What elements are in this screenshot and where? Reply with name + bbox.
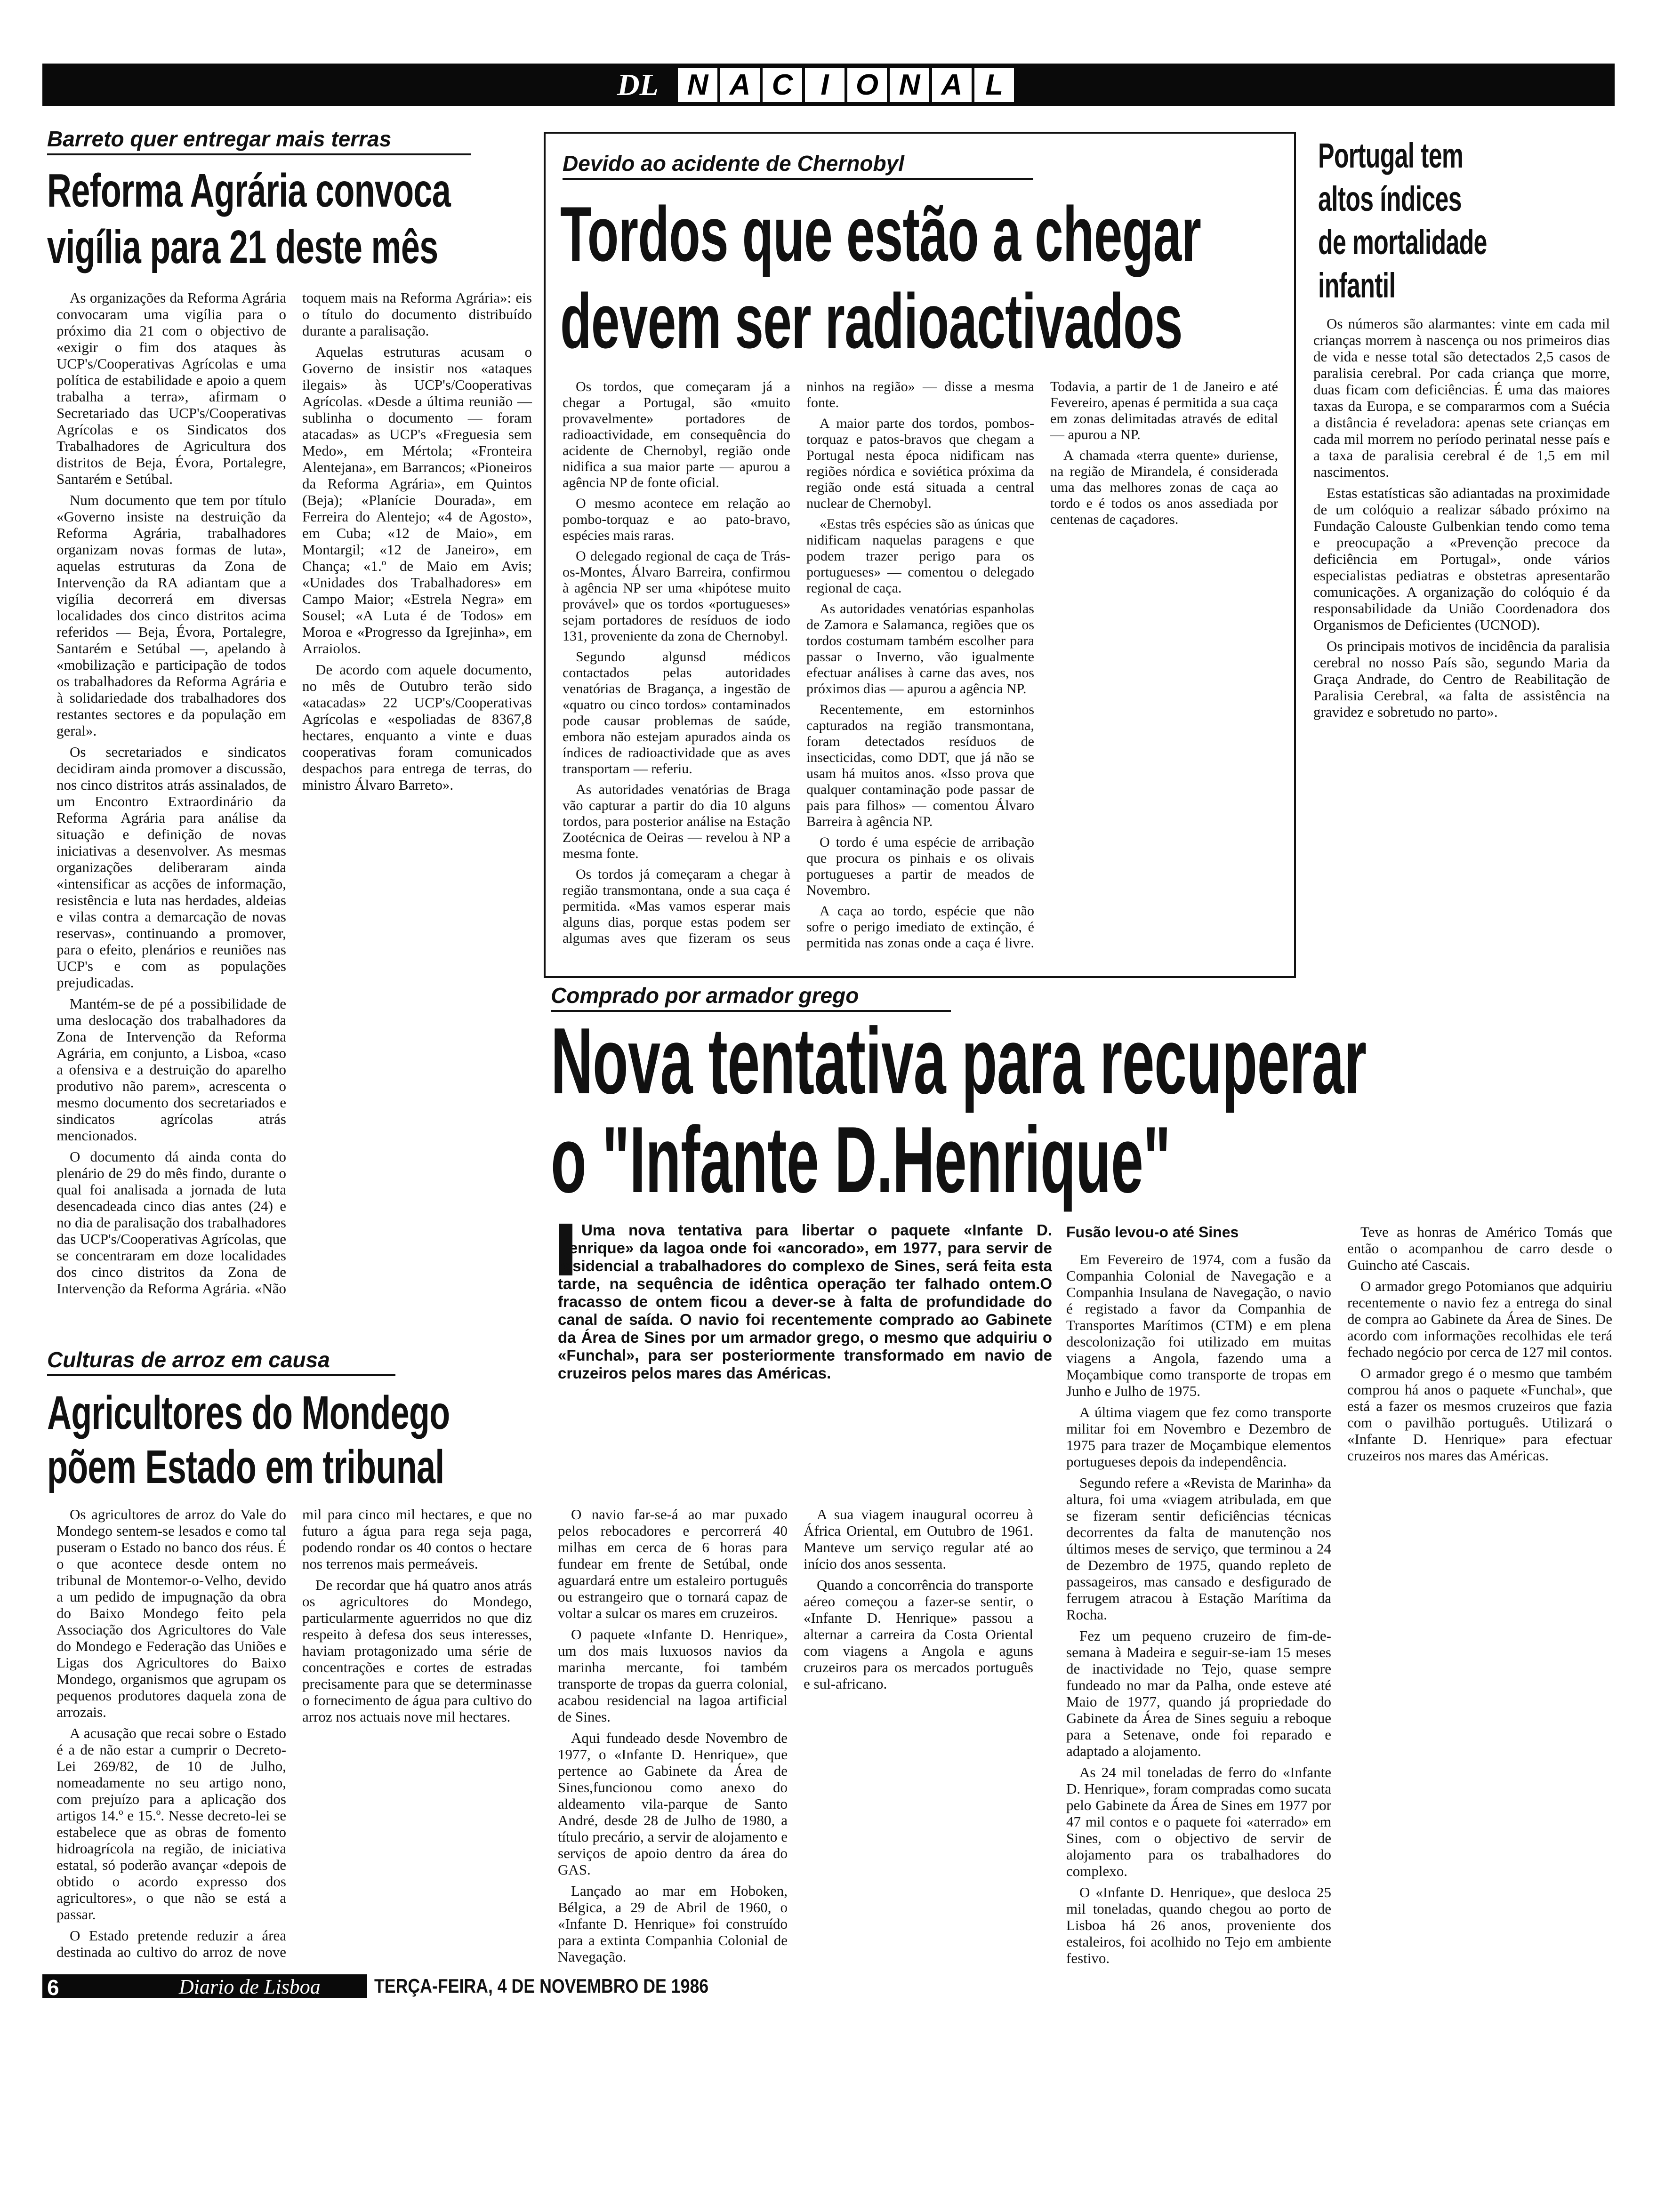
article-paragraphs [1066, 1224, 1612, 1972]
paragraph: O Estado pretende reduzir a área destinada ao cultivo do arroz de nove mil para cinco mil hectares, e que no futuro a água para rega seja paga, podendo rondar os 40 contos o hectare nos terrenos mais permeáveis. [56, 1506, 532, 1960]
article-lead: Uma nova tentativa para libertar o paquete «Infante D. Henrique» da lagoa onde foi «ancorado», em 1977, para servir de residencial a trabalhadores do complexo de Sines, será feita esta tarde, na sequência de idêntica operação ter falhado ontem.O fracasso de ontem ficou a dever-se à falta de profundidade do canal de saída. O navio foi recentemente comprado ao Gabinete da Área de Sines por um armador grego, o mesmo que adquiriu o «Funchal», para ser posteriormente transformado em navio de cruzeiros pelos mares das Américas. [558, 1221, 1052, 1382]
headline-line: Tordos que estão a chegar [560, 191, 1201, 277]
article-body [56, 289, 532, 1306]
section-letter: N [890, 68, 929, 102]
paragraph: O armador grego é o mesmo que também comprou há anos o paquete «Funchal», que está a fazer os mesmos cruzeiros que fazia com o pavilhão português. Utilizará o «Infante D. Henrique» para efectuar cruzeiros nos mares das Américas. [1347, 1365, 1612, 1464]
headline-line: infantil [1318, 266, 1396, 305]
article-body [56, 1506, 532, 1972]
paragraph: Os secretariados e sindicatos decidiram ainda promover a discussão, nos cinco distritos atrás assinalados, de um Encontro Extraordinário da Reforma Agrária para análise da situação e definição de novas iniciativas a desenvolver. As mesmas organizações deliberaram ainda «intensificar as acções de informação, resistência e luta nas herdades, aldeias e vilas contra a demarcação de novas reservas», continuando a promover, para o efeito, plenários e reuniões nas UCP's e com as populações prejudicadas. [56, 744, 286, 991]
article-kicker: Barreto quer entregar mais terras [47, 126, 471, 155]
paragraph: O documento dá ainda conta do plenário de 29 do mês findo, durante o qual foi analisada a jornada de luta desencadeada cinco dias antes (24) e no dia de paralisação dos trabalhadores das UCP's/Cooperativas Agrícolas, que se concentraram em doze localidades dos cinco distritos da Zona de Intervenção da Reforma Agrária. «Não toquem mais na Reforma Agrária»: eis o título do documento distribuído durante a paralisação. [56, 289, 532, 1297]
paragraph: As autoridades venatórias espanholas de Zamora e Salamanca, regiões que os tordos costumam também escolher para passar o Inverno, vão igualmente efectuar análises à carne das aves, nos próximos dias — apurou a agência NP. [806, 601, 1034, 697]
headline-line: Agricultores do Mondego [47, 1387, 450, 1439]
article-body [563, 379, 1278, 965]
paragraph: O mesmo acontece em relação ao pombo-torquaz e ao pato-bravo, espécies mais raras. [563, 496, 790, 543]
article-kicker: Comprado por armador grego [551, 983, 951, 1012]
paragraph: As 24 mil toneladas de ferro do «Infante D. Henrique», foram compradas como sucata pelo Gabinete da Área de Sines em 1977 por 47 mil contos e o paquete foi «aterrado» em Sines, com o objectivo de servir de alojamento para os trabalhadores do complexo. [1066, 1764, 1331, 1879]
article-body [1313, 315, 1610, 974]
paragraph: Teve as honras de Américo Tomás que então o acompanhou de carro desde o Guincho até Cascais. [1347, 1224, 1612, 1273]
paragraph: O armador grego Potomianos que adquiriu recentemente o navio fez a entrega do sinal de compra ao Gabinete da Área de Sines. De acordo com informações recolhidas ele terá fechado negócio por cerca de 127 mil contos. [1347, 1278, 1612, 1360]
paragraph: O «Infante D. Henrique», que desloca 25 mil toneladas, quando chegou ao porto de Lisboa há 26 anos, proveniente dos estaleiros, foi acolhido no Tejo em ambiente festivo. [1066, 1884, 1331, 1966]
paragraph: Segundo refere a «Revista de Marinha» da altura, foi uma «viagem atribulada, em que se fizeram sentir deficiências técnicas decorrentes da falta de manutenção nos últimos meses de serviço, que terminou a 24 de Dezembro de 1975, quando repleto de passageiros, mas cansado e desfigurado de ferrugem atracou à Estação Marítima da Rocha. [1066, 1475, 1331, 1623]
paragraph: A chamada «terra quente» duriense, na região de Mirandela, é considerada uma das melhores zonas de caça ao tordo e é todos os anos assediada por centenas de caçadores. [1050, 448, 1278, 527]
article-subhead: Fusão levou-o até Sines [1066, 1224, 1239, 1241]
section-letter: A [720, 68, 760, 102]
section-letter: N [678, 68, 717, 102]
article-headline [551, 1009, 1367, 1212]
headline-line: devem ser radioactivados [560, 278, 1182, 364]
paragraph: De acordo com aquele documento, no mês de Outubro terão sido «atacadas» 22 UCP's/Cooperativas Agrícolas e «espoliadas de 8367,8 hectares, enquanto a vinte e duas cooperativas foram comunicados despachos para entrega de terras, do ministro Álvaro Barreto». [302, 661, 532, 793]
paragraph: Os números são alarmantes: vinte em cada mil crianças morrem à nascença ou nos primeiros dias de vida e nesse total são detectados 2,5 casos de paralisia cerebral. Por cada criança que morre, duas ficam com deficiências. É uma das maiores taxas da Europa, e se compararmos com a Suécia a distância é reveladora: apenas sete crianças em cada mil morrem no período perinatal nesse país e a taxa de paralisia cerebral é de 1,5 em mil nascimentos. [1313, 315, 1610, 480]
headline-line: altos índices [1318, 179, 1462, 218]
paragraph: Os tordos já começaram a chegar à região transmontana, onde a sua caça é permitida. «Mas vamos esperar mais alguns dias, porque estas podem ser algumas aves que fizeram os seus ninhos na região» — disse a mesma fonte. [563, 379, 1034, 946]
paragraph: Quando a concorrência do transporte aéreo começou a fazer-se sentir, o «Infante D. Henrique» passou a alternar a carreira da Costa Oriental com viagens a Angola e aguns cruzeiros para os mercados português e sul-africano. [804, 1577, 1033, 1692]
paragraph: Estas estatísticas são adiantadas na proximidade de um colóquio a realizar sábado próximo na Fundação Calouste Gulbenkian tendo como tema e preocupação a «Prevenção precoce da deficiência em Portugal», onde vários especialistas pediatras e obstetras apresentarão comunicações. A organização do colóquio é da responsabilidade da União Coordenadora dos Organismos de Deficientes (UCNOD). [1313, 485, 1610, 633]
paragraph: De recordar que há quatro anos atrás os agricultores do Mondego, particularmente aguerridos no que diz respeito à defesa dos seus interesses, haviam protagonizado uma série de concentrações e cortes de estradas precisamente para que se determinasse o fornecimento de água para cultivo do arroz nos actuais nove mil hectares. [302, 1577, 532, 1725]
paragraph: O paquete «Infante D. Henrique», um dos mais luxuosos navios da marinha mercante, foi também transporte de tropas da guerra colonial, acabou residencial na lagoa artificial de Sines. [558, 1626, 788, 1725]
paragraph: Fez um pequeno cruzeiro de fim-de-semana à Madeira e seguir-se-iam 15 meses de inactividade no Tejo, quase sempre fundeado no mar da Palha, onde esteve até Maio de 1977, quando já propriedade do Gabinete da Área de Sines seguiu a reboque para a Setenave, onde foi reparado e adaptado a alojamento. [1066, 1627, 1331, 1759]
section-title [678, 68, 1014, 102]
headline-line: de mortalidade [1318, 223, 1487, 262]
headline-line: vigília para 21 deste mês [47, 221, 438, 273]
section-letter: L [974, 68, 1014, 102]
newspaper-logo: DL [617, 68, 659, 102]
paragraph: A acusação que recai sobre o Estado é a de não estar a cumprir o Decreto-Lei 269/82, de 10 de Julho, nomeadamente no seu artigo nono, com prejuízo para a aplicação dos artigos 14.º e 15.º. Nesse decreto-lei se estabelece que as obras de fomento hidroagrícola na região, de iniciativa estatal, só poderão avançar «depois de obtido o acordo expresso dos agricultores», o que não se está a passar. [56, 1725, 286, 1923]
article-headline [560, 191, 1201, 365]
paragraph: O tordo é uma espécie de arribação que procura os pinhais e os olivais portugueses a partir de meados de Novembro. [806, 834, 1034, 898]
paragraph: Os tordos, que começaram já a chegar a Portugal, são «muito provavelmente» portadores de radioactividade, em consequência do acidente de Chernobyl, região onde nidifica a sua maior parte — apurou a agência NP de fonte oficial. [563, 379, 790, 490]
headline-line: Reforma Agrária convoca [47, 164, 451, 217]
section-letter: O [847, 68, 887, 102]
page-number: 6 [47, 1975, 59, 2000]
paragraph: Segundo algunsd médicos contactados pelas autoridades venatórias de Bragança, a ingestão de «quatro ou cinco tordos» contaminados pode causar problemas de saúde, embora não estejam apurados ainda os índices de radioactividade que as aves transportam — referiu. [563, 649, 790, 777]
article-headline [1318, 134, 1487, 307]
paragraph: As organizações da Reforma Agrária convocaram uma vigília para o próximo dia 21 com o objectivo de «exigir o fim dos ataques às UCP's/Cooperativas Agrícolas e uma política de estabilidade e apoio a quem trabalha a terra», afirmam o Secretariado das UCP's/Cooperativas Agrícolas e os Sindicatos dos Trabalhadores de Agricultura dos distritos de Beja, Évora, Portalegre, Santarém e Setúbal. [56, 289, 286, 487]
paragraph: Aqui fundeado desde Novembro de 1977, o «Infante D. Henrique», que pertence ao Gabinete da Área de Sines,funcionou como anexo do aldeamento vila-parque de Santo André, desde 28 de Julho de 1980, a título precário, a servir de alojamento e serviços de apoio dentro da área do GAS. [558, 1730, 788, 1878]
paragraph: Num documento que tem por título «Governo insiste na destruição da Reforma Agrária, trabalhadores organizam novas formas de luta», aquelas estruturas da Zona de Intervenção da RA adiantam que a vigília decorrerá em diversas localidades dos cinco distritos acima referidos — Beja, Évora, Portalegre, Santarém e Setúbal —, apelando à «mobilização e participação de todos os trabalhadores da Reforma Agrária e à solidariedade dos trabalhadores dos restantes sectores e da população em geral». [56, 492, 286, 739]
article-body-continued [1066, 1224, 1612, 1972]
paragraph: A sua viagem inaugural ocorreu à África Oriental, em Outubro de 1961. Manteve um serviço regular até ao início dos anos sessenta. [804, 1506, 1033, 1572]
paragraph: O navio far-se-á ao mar puxado pelos rebocadores e percorrerá 40 milhas em cerca de 6 horas para fundear em frente de Setúbal, onde aguardará entre um estaleiro português ou estrangeiro que o tornará capaz de voltar a sulcar os mares em cruzeiros. [558, 1506, 788, 1621]
paragraph: «Estas três espécies são as únicas que nidificam naquelas paragens e que podem trazer perigo para os portugueses» — comentou o delegado regional de caça. [806, 516, 1034, 596]
issue-date: TERÇA-FEIRA, 4 DE NOVEMBRO DE 1986 [374, 1975, 709, 1997]
section-letter: A [932, 68, 972, 102]
section-letter: I [805, 68, 845, 102]
headline-line: Nova tentativa para recuperar [551, 1009, 1367, 1114]
paragraph: Os principais motivos de incidência da paralisia cerebral no nosso País são, segundo Maria da Graça Andrade, do Centro de Reabilitação de Paralisia Cerebral, «a falta de assistência na gravidez e sobretudo no parto». [1313, 638, 1610, 720]
article-kicker: Devido ao acidente de Chernobyl [563, 151, 1033, 180]
newspaper-name: Diario de Lisboa [179, 1975, 321, 1998]
article-body [558, 1506, 1033, 1972]
headline-line: o "Infante D.Henrique" [551, 1107, 1171, 1212]
paragraph: Aquelas estruturas acusam o Governo de insistir nos «ataques ilegais» às UCP's/Cooperativas Agrícolas. «Desde a última reunião — sublinha o documento — foram atacadas» as UCP's «Freguesia sem Medo», em Mértola; «Fronteira Alentejana», em Barrancos; «Pioneiros da Reforma Agrária», em Quintos (Beja); «Planície Dourada», em Ferreira do Alentejo; «4 de Agosto», em Cuba; «12 de Maio», em Montargil; «12 de Janeiro», em Chança; «1.º de Maio em Avis; «Unidades dos Trabalhadores» em Campo Maior; «Estrela Negra» em Sousel; «A Luta é de Todos» em Moroa e «Progresso da Igrejinha», em Arraiolos. [302, 344, 532, 657]
paragraph: Recentemente, em estorninhos capturados na região transmontana, foram detectados resíduos de insecticidas, como DDT, que já não se usam há muitos anos. «Isso prova que qualquer contaminação pode passar de pais para filhos» — comentou Álvaro Barreira à agência NP. [806, 702, 1034, 829]
paragraph: Lançado ao mar em Hoboken, Bélgica, a 29 de Abril de 1960, o «Infante D. Henrique» foi construído para a extinta Companhia Colonial de Navegação. [558, 1883, 788, 1965]
paragraph: Os agricultores de arroz do Vale do Mondego sentem-se lesados e como tal puseram o Estado no banco dos réus. É o que acontece desde ontem no tribunal de Montemor-o-Velho, devido a um pedido de impugnação da obra do Baixo Mondego feito pela Associação dos Agricultores do Vale do Mondego e Federação das Uniões e Ligas dos Agricultores do Baixo Mondego, organismos que agrupam os pequenos produtores daquela zona de arrozais. [56, 1506, 286, 1720]
article-headline [47, 1386, 450, 1494]
paragraph: O delegado regional de caça de Trás-os-Montes, Álvaro Barreira, confirmou à agência NP ser uma «hipótese muito provável» que os tordos «portugueses» sejam portadores de resíduos de iodo 131, proveniente da zona de Chernobyl. [563, 548, 790, 644]
paragraph: As autoridades venatórias de Braga vão capturar a partir do dia 10 alguns tordos, para posterior análise na Estação Zootécnica de Oeiras — revelou à NP a mesma fonte. [563, 782, 790, 861]
article-kicker: Culturas de arroz em causa [47, 1347, 395, 1376]
section-letter: C [763, 68, 802, 102]
headline-line: Portugal tem [1318, 136, 1464, 175]
paragraph: A maior parte dos tordos, pombos-torquaz e patos-bravos que chegam a Portugal nesta época nidificam nas regiões nórdica e soviética próxima da região onde está situada a central nuclear de Chernobyl. [806, 416, 1034, 511]
paragraph: A última viagem que fez como transporte militar foi em Novembro e Dezembro de 1975 para trazer de Moçambique elementos portugueses depois da independência. [1066, 1404, 1331, 1470]
headline-line: põem Estado em tribunal [47, 1441, 444, 1493]
article-headline [47, 162, 450, 275]
paragraph: Em Fevereiro de 1974, com a fusão da Companhia Colonial de Navegação e a Companhia Insulana de Navegação, o navio é registado a favor da Companhia de Transportes Marítimos (CTM) e em plena descolonização foi utilizado em muitas viagens a Angola, fazendo uma a Moçambique como transporte de tropas em Junho e Julho de 1975. [1066, 1251, 1331, 1399]
paragraph: Mantém-se de pé a possibilidade de uma deslocação dos trabalhadores da Zona de Intervenção da Reforma Agrária, em conjunto, a Lisboa, «caso a ofensiva e a destruição do aparelho produtivo não parem», acrescenta o mesmo documento dos secretariados e sindicatos agrícolas atrás mencionados. [56, 995, 286, 1144]
paragraph: A caça ao tordo, espécie que não sofre o perigo imediato de extinção, é permitida nas zonas onde a caça é livre. Todavia, a partir de 1 de Janeiro e até Fevereiro, apenas é permitida a sua caça em zonas delimitadas através de edital — apurou a NP. [806, 379, 1278, 951]
